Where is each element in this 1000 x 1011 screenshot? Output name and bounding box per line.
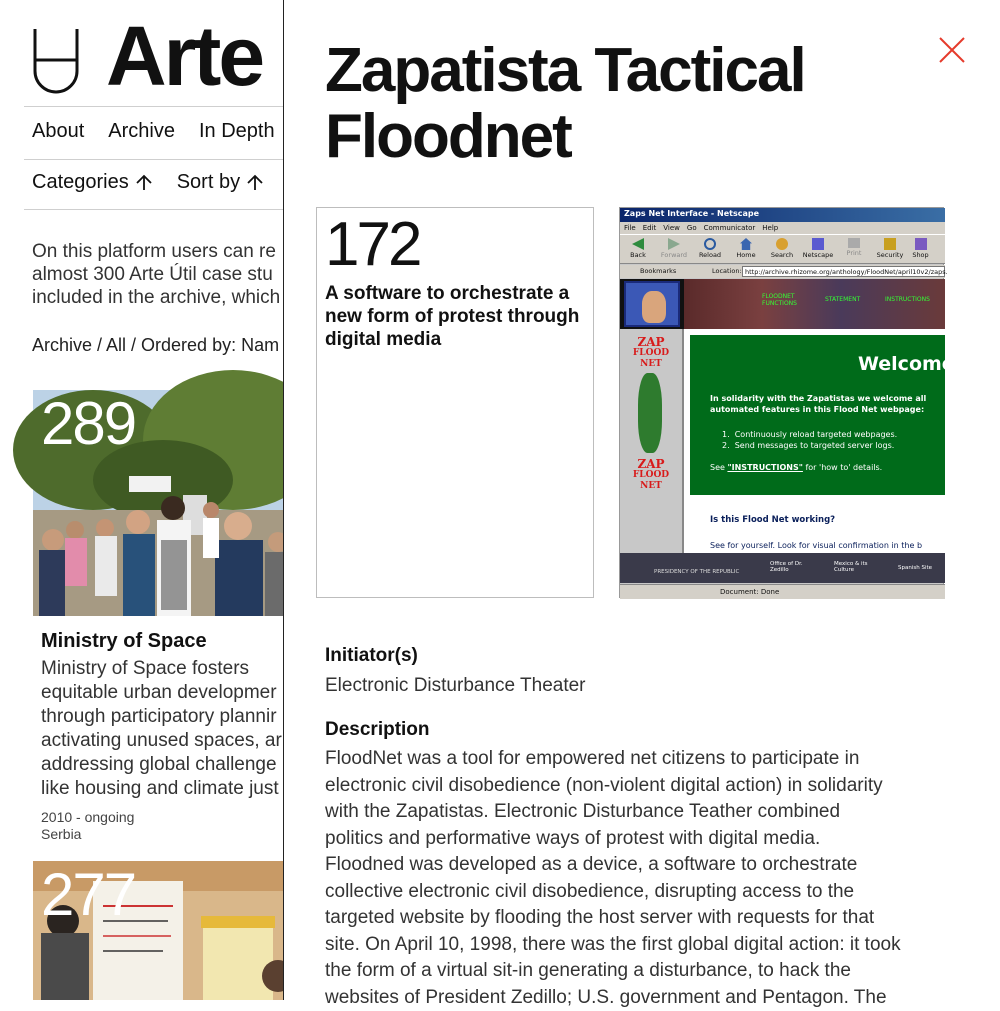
description-line: addressing global challenge (41, 753, 293, 777)
browser-menu-bar (620, 222, 945, 234)
logo-line: NET (626, 481, 676, 492)
browser-toolbar (620, 234, 945, 264)
filter-bar (32, 171, 264, 194)
feature-text: Send messages to targeted server logs. (735, 441, 895, 450)
case-title[interactable]: Ministry of Space (41, 630, 293, 653)
feature-item: 2. Send messages to targeted server logs. (722, 440, 897, 451)
nav-link-statement[interactable]: STATEMENT (825, 296, 860, 303)
description-line: Floodned was developed as a device, a software to orchestrate (325, 852, 901, 879)
case-screenshot[interactable] (619, 207, 944, 598)
intro-line: included in the archive, which (32, 286, 332, 309)
status-text: Document: Done (720, 585, 779, 599)
logo-line: FLOOD (626, 348, 676, 359)
divider (24, 159, 294, 160)
toolbar-forward[interactable] (656, 235, 692, 263)
toolbar-label: Print (847, 249, 862, 257)
map-shape (638, 373, 662, 453)
lock-icon (884, 238, 896, 250)
case-number: 172 (325, 214, 419, 276)
window-title-bar (620, 208, 945, 222)
nav-link-instructions[interactable]: INSTRUCTIONS (885, 296, 930, 303)
logo-line: ZAP (626, 459, 676, 470)
description-body (325, 746, 901, 1011)
welcome-intro: In solidarity with the Zapatistas we welcome all automated features in this Flood Net webpage: (710, 393, 942, 415)
menu-go[interactable]: Go (687, 222, 697, 234)
toolbar-label: Reload (699, 251, 721, 259)
see-for-yourself: See for yourself. Look for visual confirmation in the b (710, 541, 922, 550)
case-photo (33, 861, 293, 1000)
logo-line: ZAP (626, 337, 676, 348)
divider (24, 209, 294, 210)
arte-util-logo-icon[interactable] (32, 27, 80, 93)
netscape-icon (812, 238, 824, 250)
banner-link-mexico[interactable]: Mexico & its Culture (834, 561, 874, 573)
initiator-value: Electronic Disturbance Theater (325, 673, 586, 700)
case-tagline: A software to orchestrate a new form of protest through digital media (325, 282, 587, 351)
toolbar-label: Security (877, 251, 904, 259)
divider (24, 106, 294, 107)
presidency-label: PRESIDENCY OF THE REPUBLIC (654, 569, 739, 575)
toolbar-label: Home (736, 251, 755, 259)
see-instructions (710, 463, 882, 472)
case-card[interactable] (33, 861, 293, 1000)
welcome-heading: Welcome (858, 353, 955, 375)
portrait-image (624, 281, 680, 327)
page-sidebar (620, 329, 684, 553)
menu-view[interactable]: View (663, 222, 680, 234)
close-icon[interactable] (938, 36, 966, 64)
presidency-banner (620, 553, 945, 583)
nav-about[interactable]: About (32, 120, 84, 143)
location-bar (620, 265, 945, 278)
instructions-link[interactable]: "INSTRUCTIONS" (727, 463, 802, 472)
description-line: through participatory plannir (41, 705, 293, 729)
back-arrow-icon (632, 238, 644, 250)
url-field[interactable]: http://archive.rhizome.org/anthology/FloodNet/april10v2/zaps. (742, 266, 945, 277)
home-icon (740, 238, 752, 250)
description-line: politics and performative ways of protest with digital media. (325, 826, 901, 853)
reload-icon (704, 238, 716, 250)
print-icon (848, 238, 860, 248)
toolbar-search[interactable] (764, 235, 800, 263)
description-line: targeted website by flooding the host server with requests for that (325, 905, 901, 932)
toolbar-label: Search (771, 251, 793, 259)
description-line: FloodNet was a tool for empowered net citizens to participate in (325, 746, 901, 773)
arrow-up-icon (246, 174, 264, 192)
toolbar-label: Netscape (803, 251, 833, 259)
toolbar-reload[interactable] (692, 235, 728, 263)
toolbar-shop[interactable] (908, 235, 933, 263)
page-banner (620, 279, 945, 329)
forward-arrow-icon (668, 238, 680, 250)
menu-file[interactable]: File (624, 222, 636, 234)
description-line: Ministry of Space fosters (41, 657, 293, 681)
case-number: 277 (41, 865, 135, 925)
sort-by-filter[interactable] (177, 171, 264, 194)
description-line: site. On April 10, 1998, there was the first global digital action: it took (325, 932, 901, 959)
sort-by-label: Sort by (177, 171, 240, 194)
see-suffix: for 'how to' details. (803, 463, 882, 472)
description-line: with the Zapatistas. Electronic Disturbance Teather combined (325, 799, 901, 826)
menu-communicator[interactable]: Communicator (704, 222, 756, 234)
browser-viewport (620, 279, 945, 583)
toolbar-label: Forward (661, 251, 687, 259)
main-nav (32, 120, 275, 143)
feature-text: Continuously reload targeted webpages. (735, 430, 897, 439)
description-line: like housing and climate just (41, 777, 293, 801)
toolbar-label: Back (630, 251, 646, 259)
categories-filter[interactable] (32, 171, 153, 194)
toolbar-netscape[interactable] (800, 235, 836, 263)
nav-in-depth[interactable]: In Depth (199, 120, 275, 143)
feature-list (722, 429, 897, 451)
zap-logo-bottom (626, 459, 676, 492)
shop-icon (915, 238, 927, 250)
crowd-banner-image (684, 279, 945, 329)
toolbar-security[interactable] (872, 235, 908, 263)
intro-line: almost 300 Arte Útil case stu (32, 263, 332, 286)
banner-link-spanish[interactable]: Spanish Site (898, 565, 932, 571)
description-line: electronic civil disobedience (non-violent digital action) in solidarity (325, 773, 901, 800)
case-years: 2010 - ongoing (41, 809, 293, 826)
zap-logo-top (626, 337, 676, 370)
logo-line: NET (626, 359, 676, 370)
bookmarks-button[interactable]: Bookmarks (640, 265, 676, 278)
toolbar-label: Shop (912, 251, 928, 259)
categories-label: Categories (32, 171, 129, 194)
breadcrumb: Archive / All / Ordered by: Nam (32, 335, 279, 356)
case-meta (41, 809, 293, 843)
description-line: activating unused spaces, ar (41, 729, 293, 753)
toolbar-home[interactable] (728, 235, 764, 263)
toolbar-print[interactable] (836, 235, 872, 263)
description-line: websites of President Zedillo; U.S. government and Pentagon. The (325, 985, 901, 1011)
case-number: 289 (41, 394, 135, 454)
intro-line: On this platform users can re (32, 240, 332, 263)
initiator-heading: Initiator(s) (325, 645, 418, 667)
case-photo (33, 390, 293, 616)
case-detail-panel (283, 0, 1000, 1000)
case-country: Serbia (41, 826, 293, 843)
toolbar-back[interactable] (620, 235, 656, 263)
arrow-up-icon (135, 174, 153, 192)
description-line: collective electronic civil disobedience, disrupting access to the (325, 879, 901, 906)
case-card[interactable] (33, 390, 293, 843)
description-heading: Description (325, 719, 430, 741)
window-title: Zaps Net Interface - Netscape (624, 209, 759, 218)
menu-help[interactable]: Help (762, 222, 778, 234)
face-shape (642, 291, 666, 323)
site-logo-text[interactable]: Arte (106, 14, 262, 98)
case-title: Zapatista Tactical Floodnet (325, 38, 925, 170)
location-label: Location: (712, 265, 742, 278)
description-line: equitable urban developmer (41, 681, 293, 705)
nav-archive[interactable]: Archive (108, 120, 175, 143)
search-icon (776, 238, 788, 250)
description-line: the form of a virtual sit-in generating a disturbance, to hack the (325, 958, 901, 985)
case-description (41, 657, 293, 801)
menu-edit[interactable]: Edit (643, 222, 657, 234)
see-prefix: See (710, 463, 727, 472)
working-question: Is this Flood Net working? (710, 515, 835, 525)
case-summary-box (316, 207, 594, 598)
site-header (32, 22, 80, 98)
logo-line: FLOOD (626, 470, 676, 481)
nav-link-functions[interactable]: FLOODNET FUNCTIONS (762, 293, 804, 307)
welcome-panel (690, 335, 945, 495)
banner-link-zedillo[interactable]: Office of Dr. Zedillo (770, 561, 810, 573)
feature-item: 1. Continuously reload targeted webpages. (722, 429, 897, 440)
browser-status-bar (620, 584, 945, 599)
